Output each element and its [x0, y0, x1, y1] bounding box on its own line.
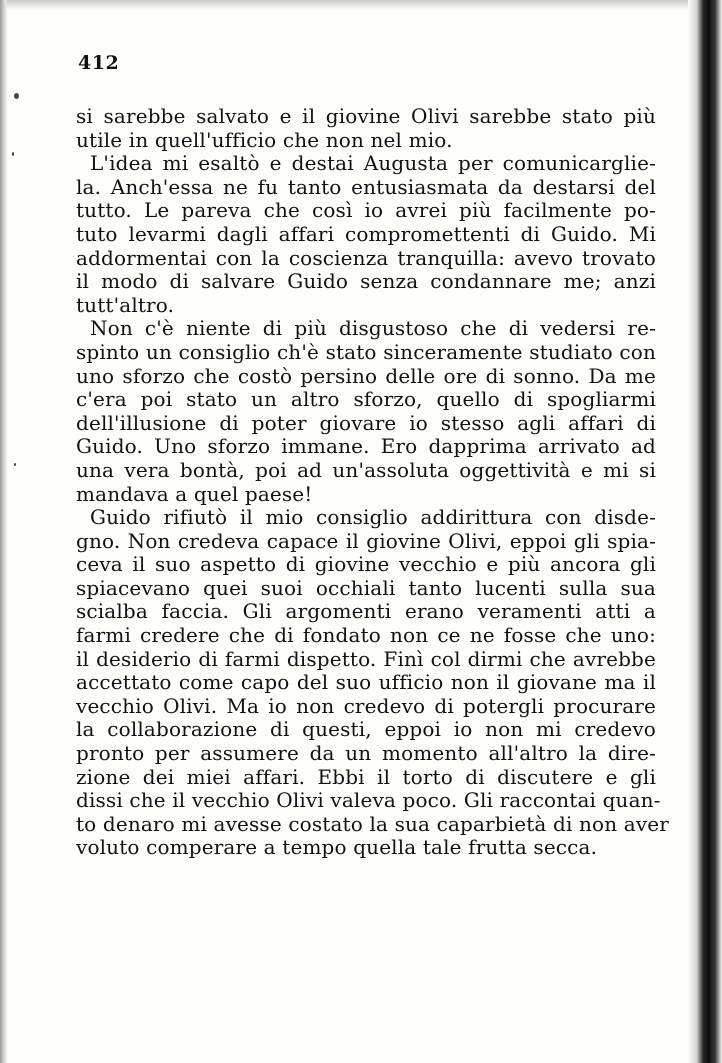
- page-top-shadow: [0, 0, 722, 10]
- text-line: una vera bontà, poi ad un'assoluta oggettività e mi si: [76, 457, 656, 482]
- ink-speck: [14, 463, 16, 466]
- text-line: Guido rifiutò il mio consiglio addirittura con disde-: [90, 505, 656, 530]
- text-line: dissi che il vecchio Olivi valeva poco. Gli raccontai quan-: [76, 788, 661, 813]
- text-line: gno. Non credeva capace il giovine Olivi, eppoi gli spia-: [76, 528, 656, 553]
- text-line: dell'illusione di poter giovare io stesso agli affari di: [76, 410, 656, 435]
- text-line: uno sforzo che costò persino delle ore di sonno. Da me: [76, 363, 656, 388]
- text-line: la collaborazione di questi, eppoi io non mi credevo: [76, 717, 656, 742]
- text-line: utile in quell'ufficio che non nel mio.: [76, 127, 453, 152]
- text-line: tutto. Le pareva che così io avrei più facilmente po-: [76, 198, 656, 223]
- ink-speck: [12, 152, 14, 156]
- text-line: ceva il suo aspetto di giovine vecchio e più ancora gli: [76, 552, 656, 577]
- text-line: Non c'è niente di più disgustoso che di vedersi re-: [90, 316, 656, 341]
- text-line: mandava a quel paese!: [76, 481, 313, 506]
- text-line: spinto un consiglio ch'è stato sinceramente studiato con: [76, 339, 656, 364]
- text-line: scialba faccia. Gli argomenti erano veramenti atti a: [76, 599, 656, 624]
- text-line: c'era poi stato un altro sforzo, quello di spogliarmi: [76, 387, 656, 412]
- page-left-edge: [0, 0, 8, 1063]
- text-line: si sarebbe salvato e il giovine Olivi sarebbe stato più: [76, 104, 656, 128]
- text-line: accettato come capo del suo ufficio non il giovane ma il: [76, 670, 656, 695]
- text-line: zione dei miei affari. Ebbi il torto di discutere e gli: [76, 764, 656, 789]
- text-line: il desiderio di farmi dispetto. Finì col dirmi che avrebbe: [76, 646, 656, 671]
- text-line: il modo di salvare Guido senza condannare me; anzi: [76, 269, 656, 294]
- text-line: tuto levarmi dagli affari compromettenti di Guido. Mi: [76, 221, 656, 246]
- text-line: spiacevano quei suoi occhiali tanto lucenti sulla sua: [76, 575, 656, 600]
- text-line: tutt'altro.: [76, 292, 175, 317]
- body-text: [76, 104, 669, 860]
- text-line: addormentai con la coscienza tranquilla: avevo trovato: [76, 245, 656, 270]
- text-line: vecchio Olivi. Ma io non credevo di potergli procurare: [76, 693, 656, 718]
- book-binding-edge: [688, 0, 722, 1063]
- text-line: voluto comperare a tempo quella tale frutta secca.: [76, 835, 598, 860]
- text-line: to denaro mi avesse costato la sua caparbietà di non aver: [76, 811, 669, 836]
- text-line: Guido. Uno sforzo immane. Ero dapprima arrivato ad: [76, 434, 656, 459]
- text-line: la. Anch'essa ne fu tanto entusiasmata da destarsi del: [76, 174, 656, 199]
- text-line: pronto per assumere da un momento all'altro la dire-: [76, 741, 656, 766]
- page-number: 412: [78, 52, 120, 74]
- text-line: farmi credere che di fondato non ce ne fosse che uno:: [76, 623, 656, 648]
- text-line: L'idea mi esaltò e destai Augusta per comunicarglie-: [90, 151, 656, 176]
- ink-speck: [14, 93, 19, 99]
